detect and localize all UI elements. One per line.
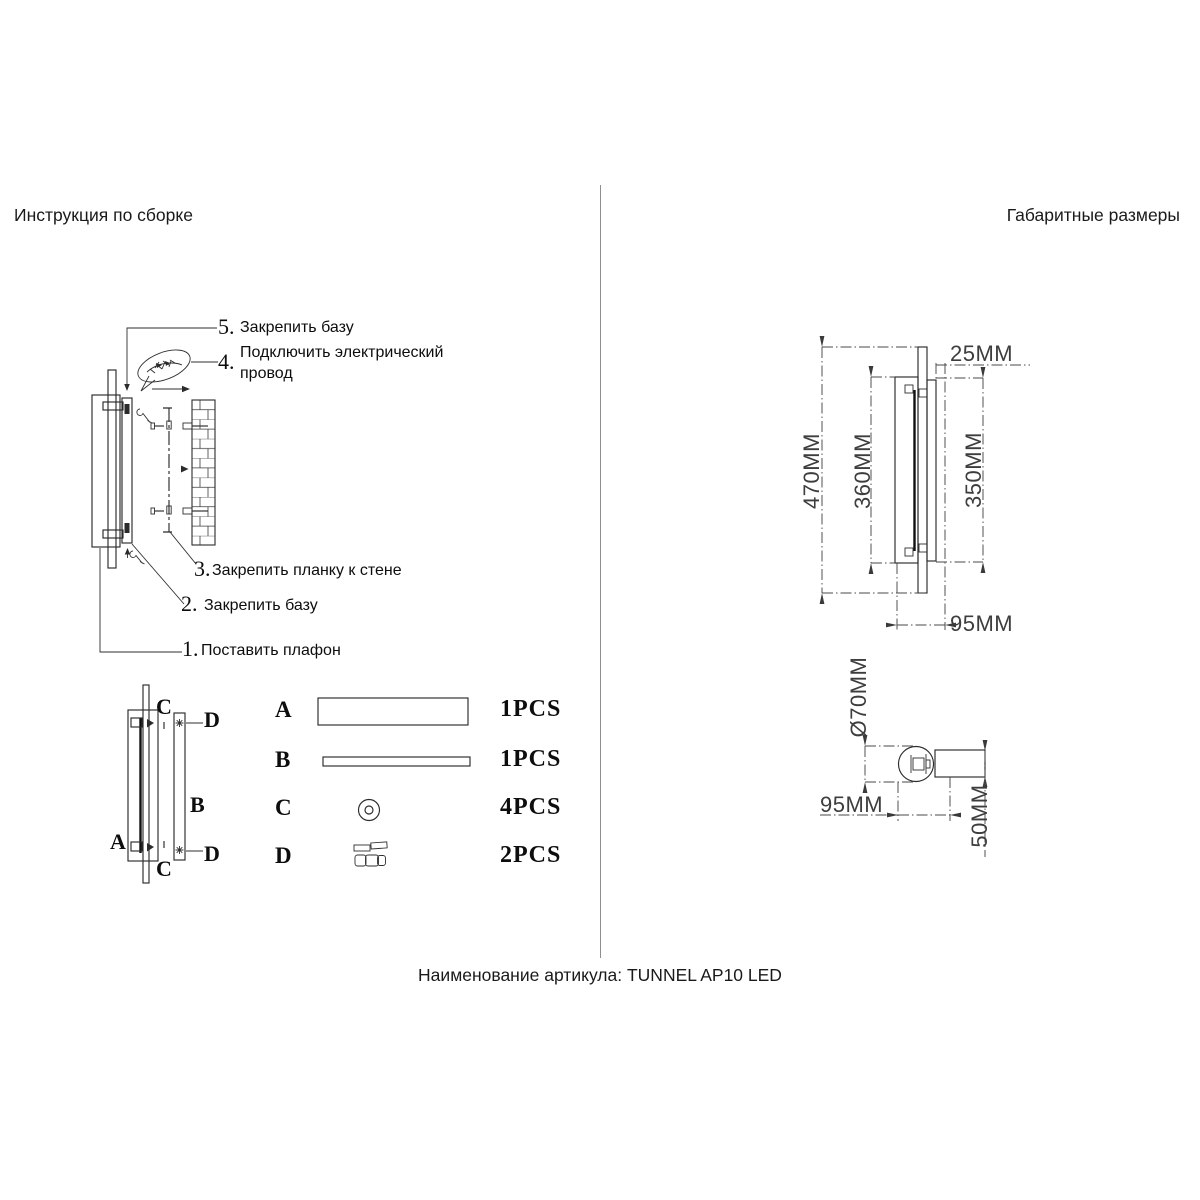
exploded-label-d-top: D <box>204 707 220 732</box>
part-d-label: D <box>275 843 292 868</box>
dim-diameter: Ø70MM <box>846 656 871 738</box>
exploded-label-c-bottom: C <box>156 856 172 881</box>
dim-height-shade: 360MM <box>850 433 875 509</box>
step-1-label: Поставить плафон <box>201 642 341 659</box>
part-a-shape <box>318 698 468 725</box>
brick-wall <box>181 400 215 545</box>
parts-list-shapes <box>318 698 470 866</box>
step-3-label: Закрепить планку к стене <box>212 562 402 579</box>
dim-width-base: 50MM <box>967 784 992 848</box>
step-4-number: 4. <box>218 349 235 374</box>
wire-connection-balloon <box>133 344 194 391</box>
exploded-label-b: B <box>190 792 205 817</box>
part-a-label: A <box>275 697 292 722</box>
right-section-title: Габаритные размеры <box>1006 205 1180 225</box>
article-name: Наименование артикула: TUNNEL AP10 LED <box>418 965 782 985</box>
dim-height-total: 470MM <box>799 433 824 509</box>
dim-depth-total-side: 95MM <box>950 611 1014 636</box>
step-2-number: 2. <box>181 591 198 616</box>
part-b-shape <box>323 757 470 766</box>
step-1-number: 1. <box>182 636 199 661</box>
exploded-label-d-bottom: D <box>204 841 220 866</box>
dim-depth-base: 25MM <box>950 341 1014 366</box>
lamp-shade-view <box>92 370 123 568</box>
dimension-top-view <box>820 657 992 857</box>
exploded-label-a: A <box>110 829 126 854</box>
dim-depth-total-top: 95MM <box>820 792 884 817</box>
step-2-label: Закрепить базу <box>204 597 318 614</box>
part-b-label: B <box>275 747 291 772</box>
step-4-label: Подключить электрический провод <box>240 344 444 382</box>
part-c-shape <box>359 800 380 821</box>
step-5-label: Закрепить базу <box>240 319 354 336</box>
step-5-number: 5. <box>218 314 235 339</box>
step-3-number: 3. <box>194 556 211 581</box>
left-section-title: Инструкция по сборке <box>14 205 193 225</box>
dim-height-base: 350MM <box>961 432 986 508</box>
part-d-shape <box>354 842 387 866</box>
assembly-diagram <box>92 328 218 652</box>
screwdriver-icon <box>130 409 152 564</box>
part-a-qty: 1PCS <box>500 696 562 722</box>
exploded-label-c-top: C <box>156 694 172 719</box>
part-c-qty: 4PCS <box>500 794 562 820</box>
part-b-qty: 1PCS <box>500 746 562 772</box>
mounting-strip <box>151 408 172 532</box>
dimension-side-view <box>799 341 1030 636</box>
part-d-qty: 2PCS <box>500 842 562 868</box>
part-c-label: C <box>275 795 292 820</box>
